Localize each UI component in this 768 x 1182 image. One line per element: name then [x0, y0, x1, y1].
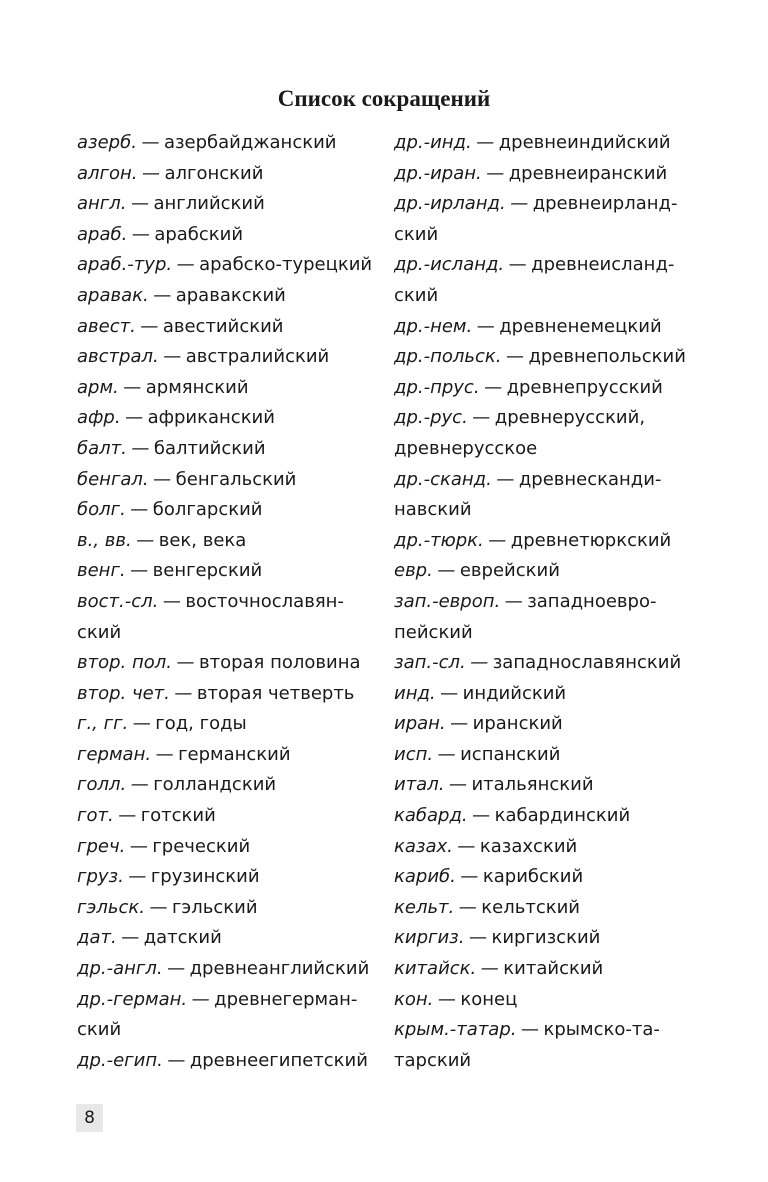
- abbreviation: венг.: [77, 560, 126, 582]
- abbreviation-meaning-continuation: ский: [77, 1019, 122, 1041]
- abbreviation: в., вв.: [77, 529, 132, 551]
- dash-separator: —: [174, 682, 193, 704]
- abbreviation: казах.: [394, 835, 453, 857]
- dash-separator: —: [125, 407, 144, 429]
- dash-separator: —: [153, 284, 172, 306]
- dash-separator: —: [176, 652, 195, 674]
- abbreviation-entry: [77, 526, 377, 557]
- abbreviation: груз.: [77, 866, 124, 888]
- dash-separator: —: [458, 896, 477, 918]
- dash-separator: —: [504, 590, 523, 612]
- abbreviation: вост.-сл.: [77, 590, 159, 612]
- abbreviation-meaning-continuation: навский: [394, 499, 472, 521]
- abbreviation-meaning: готский: [140, 805, 216, 827]
- dash-separator: —: [508, 254, 527, 276]
- abbreviation-entry: [77, 403, 377, 434]
- abbreviation: кариб.: [394, 866, 456, 888]
- abbreviation-entry: [77, 128, 377, 159]
- abbreviation-meaning: западнославянский: [492, 652, 682, 674]
- abbreviation: др.-герман.: [77, 988, 188, 1010]
- dash-separator: —: [176, 254, 195, 276]
- abbreviation: киргиз.: [394, 927, 465, 949]
- abbreviation-meaning: древнетюркский: [510, 529, 672, 551]
- dash-separator: —: [476, 132, 495, 153]
- abbreviation-entry: [77, 985, 377, 1016]
- abbreviation-meaning-continuation: тарский: [394, 1049, 472, 1071]
- abbreviation-entry: [394, 250, 692, 281]
- abbreviation: втор. чет.: [77, 682, 170, 704]
- abbreviation-meaning: германский: [178, 743, 291, 765]
- abbreviation-meaning-continuation: ский: [77, 621, 122, 643]
- abbreviation-meaning: казахский: [479, 835, 578, 857]
- abbreviation-meaning: век, века: [158, 529, 247, 551]
- abbreviation: др.-иран.: [394, 162, 482, 184]
- abbreviation: аравак.: [77, 284, 149, 306]
- abbreviation: англ.: [77, 193, 127, 215]
- abbreviation-meaning: древненемецкий: [499, 315, 662, 337]
- dash-separator: —: [484, 376, 503, 398]
- abbreviation-meaning: датский: [143, 927, 222, 949]
- abbreviation-entry: [77, 220, 377, 251]
- abbreviation-entry: [394, 465, 692, 496]
- abbreviation-meaning: австралийский: [185, 346, 330, 368]
- dash-separator: —: [472, 407, 491, 429]
- abbreviation: г., гг.: [77, 713, 129, 735]
- abbreviation: др.-исланд.: [394, 254, 505, 276]
- abbreviation: бенгал.: [77, 468, 149, 490]
- abbreviation-meaning: вторая половина: [198, 652, 361, 674]
- abbreviation-entry: [394, 679, 692, 710]
- abbreviation-entry: [77, 679, 377, 710]
- abbreviation-entry: [394, 587, 692, 618]
- abbreviation-entry: [394, 373, 692, 404]
- dash-separator: —: [520, 1019, 539, 1041]
- abbreviation-meaning: арабско-турецкий: [199, 254, 373, 276]
- abbreviation-entry: [77, 770, 377, 801]
- abbreviation-entry: [77, 373, 377, 404]
- abbreviation: др.-сканд.: [394, 468, 492, 490]
- abbreviation: герман.: [77, 743, 152, 765]
- abbreviation-entry: [77, 740, 377, 771]
- abbreviation-entry: [394, 923, 692, 954]
- abbreviation: зап.-сл.: [394, 652, 466, 674]
- dash-separator: —: [163, 346, 182, 368]
- abbreviations-column-left: [77, 128, 377, 1076]
- dash-separator: —: [476, 315, 495, 337]
- abbreviation-meaning-continuation: ский: [394, 284, 439, 306]
- abbreviation-entry: [394, 342, 692, 373]
- abbreviation-meaning: итальянский: [471, 774, 594, 796]
- abbreviation: др.-прус.: [394, 376, 480, 398]
- abbreviation-meaning: киргизский: [491, 927, 601, 949]
- abbreviation-meaning: вторая четверть: [196, 682, 355, 704]
- page-number: 8: [76, 1104, 103, 1132]
- abbreviation-meaning: авестийский: [162, 315, 284, 337]
- abbreviation-meaning: древнерусский,: [494, 407, 646, 429]
- dash-separator: —: [437, 560, 456, 582]
- abbreviation-entry: [394, 556, 692, 587]
- abbreviation: афр.: [77, 407, 121, 429]
- abbreviation-meaning: древнесканди-: [518, 468, 662, 490]
- dash-separator: —: [155, 743, 174, 765]
- abbreviation-entry: [394, 648, 692, 679]
- abbreviation: арм.: [77, 376, 119, 398]
- abbreviation-entry: [77, 159, 377, 190]
- abbreviation-meaning: английский: [153, 193, 265, 215]
- dash-separator: —: [167, 1049, 186, 1071]
- dash-separator: —: [437, 988, 456, 1010]
- abbreviation-entry: [77, 862, 377, 893]
- abbreviation-entry: [77, 923, 377, 954]
- abbreviation: балт.: [77, 437, 127, 459]
- abbreviation-entry: [77, 465, 377, 496]
- abbreviation-entry: [77, 342, 377, 373]
- abbreviation-meaning: аравакский: [175, 284, 286, 306]
- abbreviation-meaning: алгонский: [164, 162, 264, 184]
- abbreviation: кельт.: [394, 896, 455, 918]
- abbreviation: австрал.: [77, 346, 159, 368]
- abbreviation: дат.: [77, 927, 117, 949]
- abbreviation-meaning: азербайджанский: [163, 132, 337, 153]
- abbreviation-meaning: конец: [460, 988, 518, 1010]
- dash-separator: —: [132, 713, 151, 735]
- dash-separator: —: [130, 499, 149, 521]
- abbreviation-entry: [394, 189, 692, 220]
- abbreviation: др.-ирланд.: [394, 193, 506, 215]
- abbreviation-entry: [77, 312, 377, 343]
- abbreviation-meaning: крымско-та-: [543, 1019, 660, 1041]
- abbreviation-meaning: древнеанглийский: [189, 958, 370, 980]
- abbreviation-entry: [77, 893, 377, 924]
- dash-separator: —: [130, 560, 149, 582]
- abbreviation-meaning: венгерский: [152, 560, 263, 582]
- abbreviation-entry: [77, 801, 377, 832]
- abbreviation-entry: [394, 893, 692, 924]
- abbreviation-entry: [77, 1046, 377, 1077]
- abbreviation: др.-тюрк.: [394, 529, 484, 551]
- abbreviation-entry: [394, 403, 692, 434]
- dash-separator: —: [123, 376, 142, 398]
- abbreviation: голл.: [77, 774, 127, 796]
- abbreviation-entry: [77, 648, 377, 679]
- abbreviation-meaning: древнеиндийский: [498, 132, 671, 153]
- abbreviation: др.-егип.: [77, 1049, 163, 1071]
- abbreviation-entry: [77, 709, 377, 740]
- dash-separator: —: [131, 223, 150, 245]
- abbreviation: др.-инд.: [394, 132, 472, 153]
- dash-separator: —: [457, 835, 476, 857]
- abbreviation-entry: [77, 832, 377, 863]
- abbreviation-meaning: западноевро-: [527, 590, 657, 612]
- dash-separator: —: [140, 315, 159, 337]
- dash-separator: —: [136, 529, 155, 551]
- page-title: Список сокращений: [277, 86, 491, 111]
- dash-separator: —: [510, 193, 529, 215]
- abbreviation-meaning: древнеегипетский: [189, 1049, 368, 1071]
- abbreviation-meaning: бенгальский: [175, 468, 297, 490]
- abbreviation-entry: [77, 250, 377, 281]
- abbreviation: араб.-тур.: [77, 254, 173, 276]
- abbreviation: гот.: [77, 805, 114, 827]
- abbreviation: евр.: [394, 560, 433, 582]
- abbreviation-meaning: гэльский: [171, 896, 258, 918]
- abbreviations-column-right: [394, 128, 692, 1076]
- abbreviation-entry: [394, 770, 692, 801]
- abbreviation-meaning: карибский: [482, 866, 584, 888]
- abbreviation-meaning: восточнославян-: [185, 590, 344, 612]
- dash-separator: —: [470, 652, 489, 674]
- abbreviation-meaning: голландский: [153, 774, 277, 796]
- abbreviation: авест.: [77, 315, 136, 337]
- abbreviation: исп.: [394, 743, 434, 765]
- abbreviation-meaning: древнеиранский: [508, 162, 668, 184]
- abbreviation-meaning: арабский: [154, 223, 244, 245]
- dash-separator: —: [130, 193, 149, 215]
- abbreviation-meaning: греческий: [152, 835, 251, 857]
- dash-separator: —: [191, 988, 210, 1010]
- abbreviation-entry: [77, 281, 377, 312]
- abbreviation: втор. пол.: [77, 652, 172, 674]
- dash-separator: —: [448, 774, 467, 796]
- abbreviation-entry: [394, 159, 692, 190]
- abbreviation-meaning: иранский: [472, 713, 563, 735]
- abbreviation: крым.-татар.: [394, 1019, 517, 1041]
- dash-separator: —: [480, 958, 499, 980]
- dash-separator: —: [162, 590, 181, 612]
- abbreviation: азерб.: [77, 132, 137, 153]
- dash-separator: —: [141, 132, 160, 153]
- abbreviation-entry: [394, 312, 692, 343]
- abbreviation-meaning: древнеисланд-: [531, 254, 675, 276]
- abbreviation: кон.: [394, 988, 434, 1010]
- abbreviation: др.-англ.: [77, 958, 163, 980]
- dash-separator: —: [153, 468, 172, 490]
- abbreviation: иран.: [394, 713, 446, 735]
- dash-separator: —: [128, 866, 147, 888]
- abbreviation: гэльск.: [77, 896, 145, 918]
- abbreviation-entry: [77, 189, 377, 220]
- dash-separator: —: [440, 682, 459, 704]
- dash-separator: —: [121, 927, 140, 949]
- abbreviation-entry: [77, 495, 377, 526]
- abbreviation: зап.-европ.: [394, 590, 501, 612]
- dash-separator: —: [486, 162, 505, 184]
- abbreviation: др.-польск.: [394, 346, 502, 368]
- abbreviation-entry: [394, 985, 692, 1016]
- abbreviation: инд.: [394, 682, 436, 704]
- abbreviation-meaning-continuation: древнерусское: [394, 437, 538, 459]
- dash-separator: —: [118, 805, 137, 827]
- dash-separator: —: [472, 805, 491, 827]
- abbreviation: болг.: [77, 499, 126, 521]
- abbreviation-meaning-continuation: пейский: [394, 621, 473, 643]
- dash-separator: —: [131, 437, 150, 459]
- abbreviation-meaning: балтийский: [153, 437, 266, 459]
- dash-separator: —: [142, 162, 160, 184]
- dash-separator: —: [130, 774, 149, 796]
- dash-separator: —: [488, 529, 507, 551]
- abbreviation-meaning: болгарский: [152, 499, 263, 521]
- abbreviation-entry: [394, 128, 692, 159]
- abbreviation-meaning: древнегерман-: [214, 988, 358, 1010]
- abbreviation: алгон.: [77, 162, 138, 184]
- dash-separator: —: [129, 835, 148, 857]
- abbreviation: др.-рус.: [394, 407, 468, 429]
- abbreviation-entry: [394, 954, 692, 985]
- dash-separator: —: [149, 896, 168, 918]
- abbreviation-entry: [77, 954, 377, 985]
- abbreviation-meaning: кельтский: [481, 896, 580, 918]
- dash-separator: —: [505, 346, 524, 368]
- abbreviation-entry: [394, 801, 692, 832]
- abbreviation-entry: [394, 1015, 692, 1046]
- abbreviation-entry: [394, 832, 692, 863]
- abbreviation-meaning: африканский: [147, 407, 275, 429]
- abbreviation-entry: [77, 434, 377, 465]
- abbreviation-meaning: древнеирланд-: [532, 193, 678, 215]
- abbreviation-entry: [77, 556, 377, 587]
- abbreviation-meaning-continuation: ский: [394, 223, 439, 245]
- abbreviation-meaning: армянский: [145, 376, 249, 398]
- abbreviation: араб.: [77, 223, 128, 245]
- dash-separator: —: [450, 713, 469, 735]
- abbreviation: итал.: [394, 774, 445, 796]
- dash-separator: —: [496, 468, 515, 490]
- abbreviation-meaning: еврейский: [459, 560, 560, 582]
- abbreviation-entry: [394, 862, 692, 893]
- abbreviation-meaning: год, годы: [155, 713, 247, 735]
- abbreviation: греч.: [77, 835, 126, 857]
- abbreviation-meaning: грузинский: [150, 866, 260, 888]
- abbreviation-entry: [77, 587, 377, 618]
- dash-separator: —: [468, 927, 487, 949]
- abbreviation-meaning: древнепрусский: [506, 376, 663, 398]
- abbreviation-entry: [394, 526, 692, 557]
- abbreviation-meaning: древнепольский: [528, 346, 686, 368]
- abbreviation-meaning: индийский: [462, 682, 567, 704]
- abbreviation-entry: [394, 740, 692, 771]
- abbreviation-meaning: китайский: [503, 958, 604, 980]
- abbreviation: др.-нем.: [394, 315, 473, 337]
- abbreviation: китайск.: [394, 958, 477, 980]
- abbreviation-meaning: испанский: [460, 743, 561, 765]
- dash-separator: —: [460, 866, 479, 888]
- dash-separator: —: [167, 958, 186, 980]
- abbreviation-meaning: кабардинский: [494, 805, 631, 827]
- abbreviation: кабард.: [394, 805, 468, 827]
- dash-separator: —: [437, 743, 456, 765]
- abbreviation-entry: [394, 709, 692, 740]
